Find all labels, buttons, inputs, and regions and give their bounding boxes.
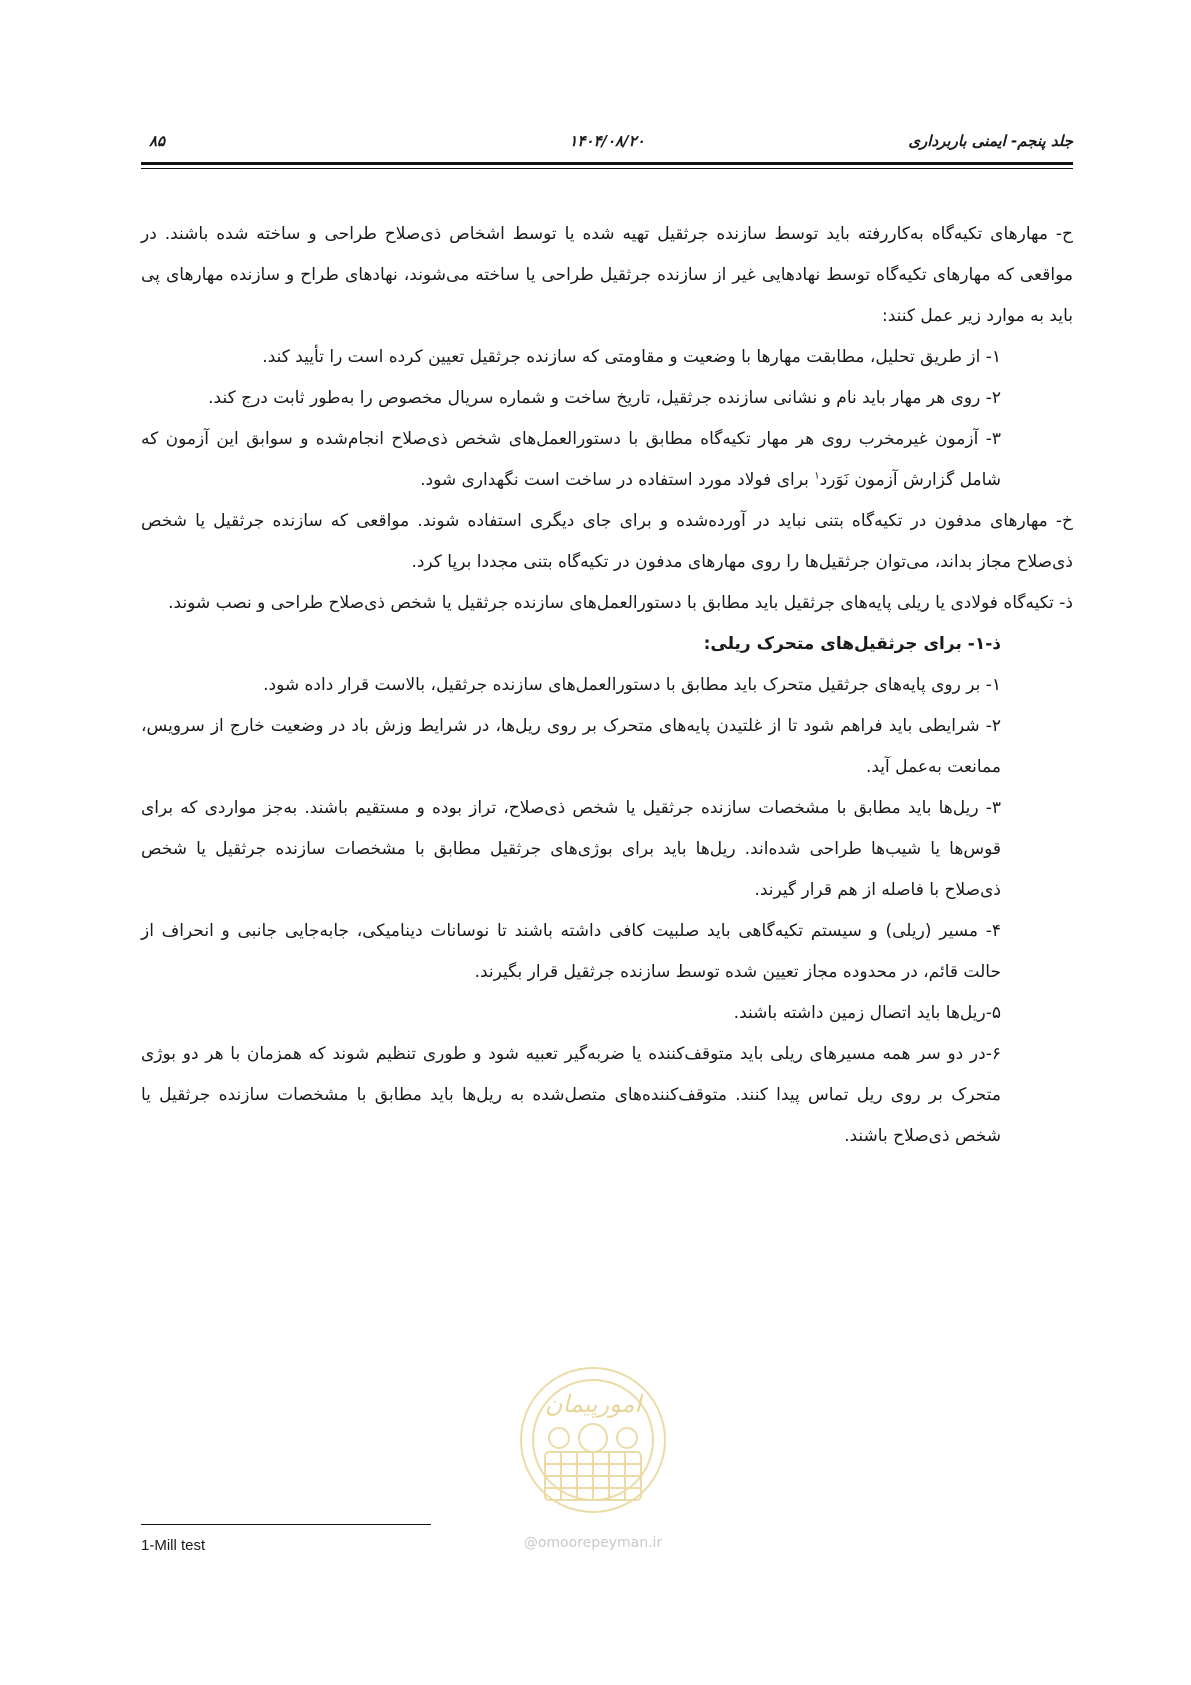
paragraph: خ- مهارهای مدفون در تکیه‌گاه بتنی نباید در آورده‌شده و برای جای دیگری استفاده شوند. مواقعی که سازنده جرثقیل یا شخص ذی‌صلاح مجاز بداند، می‌توان جرثقیل‌ها را روی مهارهای مدفون در تکیه‌گاه بتنی مجددا برپا کرد. [141,511,1073,572]
footnote: 1-Mill test [141,1537,206,1554]
list-item: ۵-ریل‌ها باید اتصال زمین داشته باشند. [733,1003,1001,1023]
book-title: جلد پنجم- ایمنی باربرداری [908,132,1073,150]
footnote-rule [141,1524,431,1525]
subheading: ذ-۱- برای جرثقیل‌های متحرک ریلی: [703,634,1001,654]
header-date: ۱۴۰۴/۰۸/۲۰ [569,132,645,150]
body-text [141,214,1073,1157]
page-header [141,128,1073,154]
header-rule-thick [141,162,1073,165]
watermark-url: @omoorepeyman.ir [523,1535,663,1551]
paragraph: ذ- تکیه‌گاه فولادی یا ریلی پایه‌های جرثقیل باید مطابق با دستورالعمل‌های سازنده جرثقیل یا شخص ذی‌صلاح طراحی و نصب شوند. [168,593,1073,613]
list-item: ۱- از طریق تحلیل، مطابقت مهارها با وضعیت و مقاومتی که سازنده جرثقیل تعیین کرده است را تأیید کند. [262,347,1001,367]
header-rule-thin [141,168,1073,169]
list-item: ۳- آزمون غیرمخرب روی هر مهار تکیه‌گاه مطابق با دستورالعمل‌های شخص ذی‌صلاح انجام‌شده و سوابق این آزمون که شامل گزارش آزمون نَوَرد$^۱$ برای فولاد مورد استفاده در ساخت است نگهداری شود. [141,429,1001,490]
page-number: ۸۵ [149,132,166,150]
paragraph: ح- مهارهای تکیه‌گاه به‌کاررفته باید توسط سازنده جرثقیل تهیه شده یا توسط اشخاص ذی‌صلاح طراحی و ساخته شده باشند. در مواقعی که مهارهای تکیه‌گاه توسط نهادهایی غیر از سازنده جرثقیل طراحی یا ساخته می‌شوند، نهادهای طراح و سازنده مهارهای پی باید به موارد زیر عمل کنند: [141,224,1073,326]
list-item: ۱- بر روی پایه‌های جرثقیل متحرک باید مطابق با دستورالعمل‌های سازنده جرثقیل، بالاست قرار داده شود. [263,675,1001,695]
list-item: ۲- شرایطی باید فراهم شود تا از غلتیدن پایه‌های متحرک بر روی ریل‌ها، در شرایط وزش باد در وضعیت خارج از سرویس، ممانعت به‌عمل آید. [141,716,1001,777]
list-item: ۲- روی هر مهار باید نام و نشانی سازنده جرثقیل، تاریخ ساخت و شماره سریال مخصوص را به‌طور ثابت درج کند. [208,388,1001,408]
footnote-ref[interactable]: ۱ [814,470,820,482]
list-item: ۴- مسیر (ریلی) و سیستم تکیه‌گاهی باید صلبیت کافی داشته باشند تا نوسانات دینامیکی، جابه‌جایی جانبی و انحراف از حالت قائم، در محدوده مجاز تعیین شده توسط سازنده جرثقیل قرار بگیرند. [141,921,1001,982]
watermark-logo-text: امورپیمان [544,1390,642,1418]
list-item: ۳- ریل‌ها باید مطابق با مشخصات سازنده جرثقیل یا شخص ذی‌صلاح، تراز بوده و مستقیم باشند. به‌جز مواردی که برای قوس‌ها یا شیب‌ها طراحی شده‌اند. ریل‌ها باید برای بوژی‌های جرثقیل مطابق با مشخصات سازنده جرثقیل یا شخص ذی‌صلاح با فاصله از هم قرار گیرند. [141,798,1001,900]
list-item: ۶-در دو سر همه مسیرهای ریلی باید متوقف‌کننده یا ضربه‌گیر تعبیه شود و طوری تنظیم شوند که همزمان با هر دو بوژی متحرک بر روی ریل تماس پیدا کنند. متوقف‌کننده‌های متصل‌شده به ریل‌ها باید مطابق با مشخصات سازنده جرثقیل یا شخص ذی‌صلاح باشند. [141,1044,1001,1146]
